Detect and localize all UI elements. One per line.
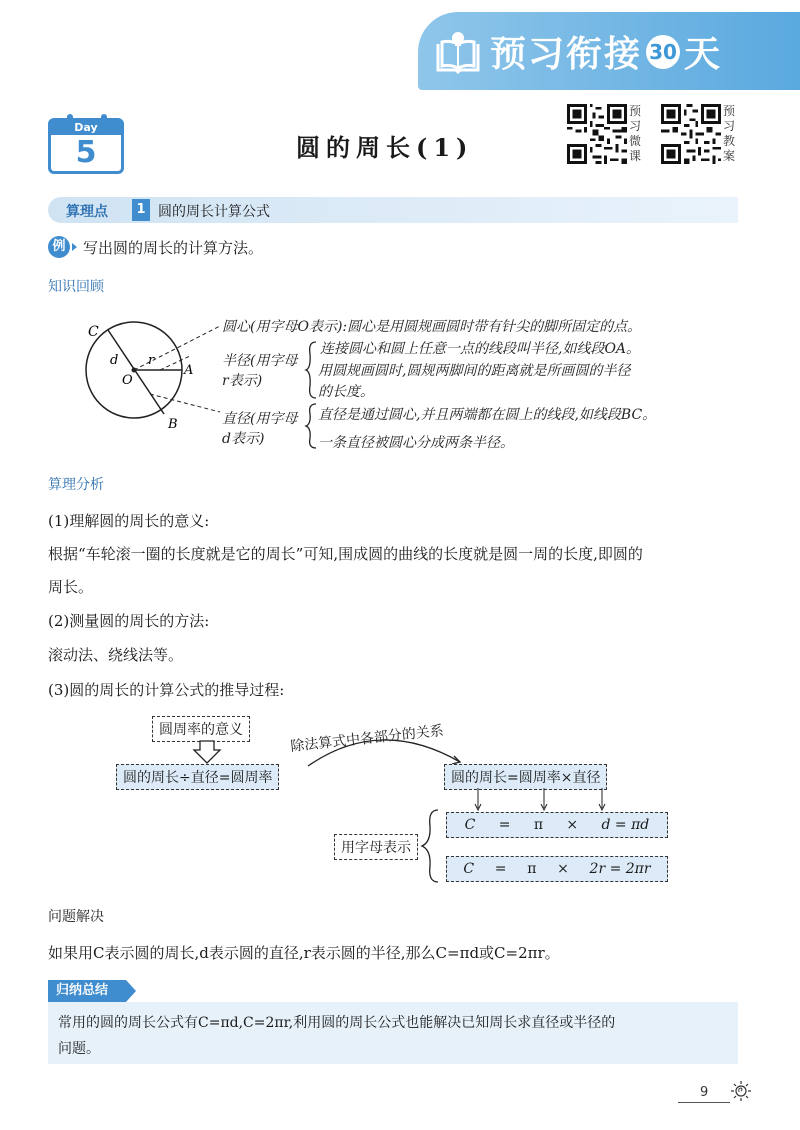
qr-code-icon[interactable]: [567, 104, 627, 164]
diameter-label-2: d表示): [222, 431, 265, 447]
qr-label-preview-lessonplan: 预习教案: [723, 104, 736, 163]
summary-tag: 归纳总结: [48, 980, 126, 1002]
formula2-c: C: [463, 861, 475, 877]
solution-text: 如果用C表示圆的周长,d表示圆的直径,r表示圆的半径,那么C=πd或C=2πr。: [48, 944, 560, 962]
left-formula-box: 圆的周长÷直径=圆周率: [116, 764, 279, 790]
analysis-p1: (1)理解圆的周长的意义:: [48, 512, 210, 530]
diameter-line-1: 直径是通过圆心,并且两端都在圆上的线段,如线段BC。: [318, 407, 657, 423]
letter-label-box: 用字母表示: [334, 834, 418, 860]
section-bar: [48, 197, 738, 223]
formula-box-radius: [446, 856, 668, 882]
analysis-p2-line2: 周长。: [48, 578, 94, 596]
section-name: 圆的周长计算公式: [158, 204, 270, 220]
analysis-heading: 算理分析: [48, 477, 104, 493]
formula-box-diameter: [446, 812, 668, 838]
day-number: 5: [75, 135, 97, 170]
pi-meaning-box: 圆周率的意义: [152, 716, 250, 742]
analysis-p4: 滚动法、绕线法等。: [48, 646, 184, 664]
radius-brace-icon: [304, 340, 318, 400]
formula1-times: ×: [566, 817, 579, 833]
banner-content: [434, 26, 722, 77]
example-arrow-icon: [72, 243, 77, 251]
formula1-pi: π: [533, 817, 544, 833]
summary-line2: 问题。: [58, 1041, 100, 1057]
diameter-label-1: 直径(用字母: [222, 411, 298, 427]
label-r: r: [148, 353, 155, 368]
calendar-ring-right: [101, 114, 107, 124]
day-label: Day: [51, 121, 121, 135]
center-definition: 圆心(用字母O表示):圆心是用圆规画圆时带有针尖的脚所固定的点。: [222, 319, 642, 335]
day-calendar: [48, 118, 124, 174]
section-tag: 算理点: [66, 204, 108, 220]
summary-box: [48, 1002, 738, 1064]
page-number: 9: [700, 1085, 709, 1100]
radius-line-3: 的长度。: [318, 384, 374, 400]
label-d: d: [110, 353, 119, 368]
label-o: O: [122, 373, 133, 388]
header-banner: [418, 12, 800, 90]
analysis-p3: (2)测量圆的周长的方法:: [48, 612, 210, 630]
formula2-times: ×: [557, 861, 569, 877]
summary-line1: 常用的圆的周长公式有C=πd,C=2πr,利用圆的周长公式也能解决已知周长求直径或半径的: [58, 1015, 616, 1031]
formula-brace-icon: [420, 808, 442, 884]
radius-line-2: 用圆规画圆时,圆规两脚间的距离就是所画圆的半径: [318, 363, 631, 379]
radius-line-1: 连接圆心和圆上任意一点的线段叫半径,如线段OA。: [320, 341, 641, 357]
banner-title-part1: 预习衔接: [490, 34, 643, 75]
formula2-eq: =: [494, 861, 507, 877]
sun-spiral-icon: [730, 1080, 752, 1102]
analysis-p5: (3)圆的周长的计算公式的推导过程:: [48, 681, 285, 699]
circle-diagram: [80, 312, 225, 452]
diameter-line-2: 一条直径被圆心分成两条半径。: [318, 435, 514, 451]
open-book-lightbulb-icon: [434, 30, 482, 74]
formula1-c: C: [464, 817, 476, 833]
radius-label-2: r表示): [222, 373, 263, 389]
formula2-rest: 2r = 2πr: [589, 861, 651, 877]
label-c: C: [88, 324, 99, 340]
banner-title-part2: 天: [684, 34, 723, 75]
formula2-pi: π: [527, 861, 537, 877]
solution-heading: 问题解决: [48, 909, 104, 925]
analysis-p2-line1: 根据“车轮滚一圈的长度就是它的周长”可知,围成圆的曲线的长度就是圆一周的长度,即圆的: [48, 545, 643, 563]
page-number-underline: [678, 1102, 730, 1103]
diameter-brace-icon: [304, 402, 318, 450]
formula-arrows: [440, 786, 640, 814]
summary-text: [58, 1010, 728, 1062]
calendar-ring-left: [67, 114, 73, 124]
right-formula-box: 圆的周长=圆周率×直径: [444, 764, 607, 790]
qr-label-preview-microlesson: 预习微课: [629, 104, 642, 163]
qr-code-icon[interactable]: [661, 104, 721, 164]
radius-label-1: 半径(用字母: [222, 353, 298, 369]
relation-label: 除法算式中各部分的关系: [289, 722, 445, 755]
lesson-title: 圆的周长(1): [296, 133, 474, 162]
banner-title: [490, 26, 722, 77]
banner-number-badge: 30: [646, 35, 680, 69]
example-badge: 例: [48, 236, 70, 258]
formula1-eq: =: [498, 817, 511, 833]
diameter-bc: [108, 330, 164, 414]
down-arrow-icon: [192, 740, 222, 764]
label-a: A: [184, 363, 194, 378]
formula1-rest: d = πd: [601, 817, 650, 833]
example-row: [48, 236, 263, 258]
knowledge-review-heading: 知识回顾: [48, 279, 104, 295]
label-b: B: [168, 417, 178, 432]
section-number: 1: [132, 199, 150, 221]
example-text: 写出圆的周长的计算方法。: [83, 238, 264, 257]
